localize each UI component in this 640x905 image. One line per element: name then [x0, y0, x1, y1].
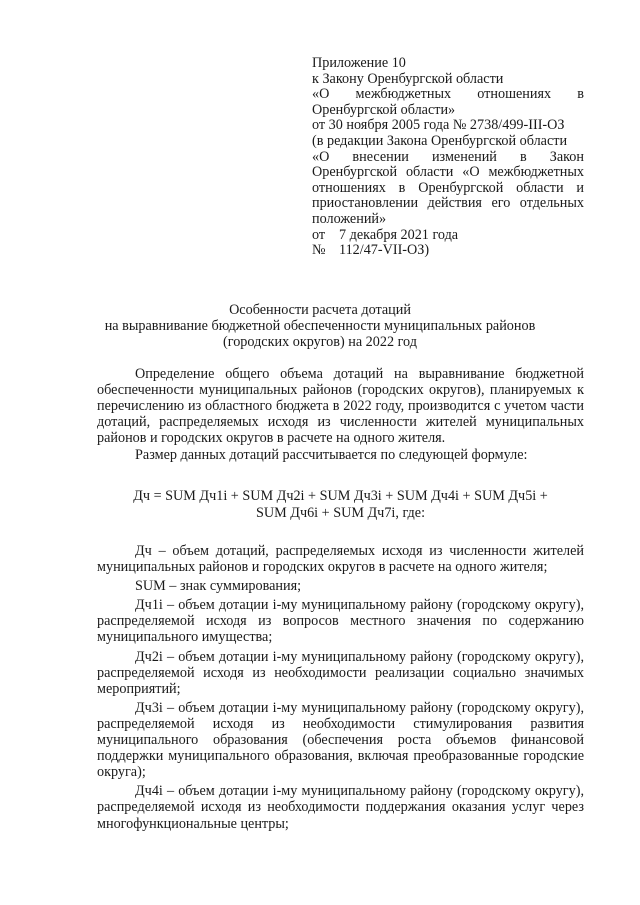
annex-date-prefix: от: [312, 226, 326, 243]
formula-line: Дч = SUM Дч1i + SUM Дч2i + SUM Дч3i + SUM Дч4i + SUM Дч5i +: [133, 488, 548, 504]
annex-date-value: 7 декабря 2021 года: [339, 226, 459, 243]
definition-item: Дч1i – объем дотации i-му муниципальному району (городскому округу), распределяемой исходя из вопросов местного значения по содержанию муниципального имущества;: [97, 597, 584, 646]
annex-number-line: [312, 243, 584, 259]
annex-line: положений»: [312, 210, 387, 227]
definition-item: Дч4i – объем дотации i-му муниципальному району (городскому округу), распределяемой исходя из необходимости поддержания оказания услуг через многофункциональные центры;: [97, 783, 584, 832]
annex-number-prefix: №: [312, 242, 326, 259]
annex-number-value: 112/47-VII-ОЗ): [339, 242, 430, 259]
intro-section: [97, 366, 584, 446]
title-line: на выравнивание бюджетной обеспеченности муниципальных районов: [104, 318, 536, 334]
document-title: [100, 302, 540, 350]
annex-line: от 30 ноября 2005 года № 2738/499-III-ОЗ: [312, 117, 565, 134]
definitions-list: [97, 543, 584, 835]
annex-line: «О внесении изменений в Закон: [312, 148, 584, 165]
definition-item: Дч – объем дотаций, распределяемых исходя из численности жителей муниципальных районов и городских округов в расчете на одного жителя;: [97, 543, 584, 576]
formula-intro: Размер данных дотаций рассчитывается по следующей формуле:: [135, 447, 528, 463]
annex-line: Оренбургской области «О межбюджетных: [312, 164, 584, 181]
intro-paragraph: Определение общего объема дотаций на выравнивание бюджетной обеспеченности муниципальных районов (городских округов), планируемых к перечислению из областного бюджета в 2022 году, производится с учетом части дотаций, распределяемых исходя из численности жителей муниципальных районов и городских округов в расчете на одного жителя.: [97, 366, 584, 447]
annex-date-line: [312, 228, 584, 244]
definition-item: SUM – знак суммирования;: [135, 578, 302, 595]
annex-line: к Закону Оренбургской области: [312, 70, 504, 87]
annex-line: Приложение 10: [312, 55, 406, 71]
formula: [97, 488, 584, 522]
definition-item: Дч3i – объем дотации i-му муниципальному району (городскому округу), распределяемой исходя из необходимости стимулирования развития муниципального образования (обеспечения роста объемов финансовой поддержки муниципального образования, включая преобразованные городские округа);: [97, 699, 584, 781]
annex-line: приостановлении действия его отдельных: [312, 195, 584, 212]
annex-header: [312, 56, 584, 259]
annex-line: отношениях в Оренбургской области и: [312, 179, 584, 196]
title-line: Особенности расчета дотаций: [229, 302, 411, 318]
title-line: (городских округов) на 2022 год: [223, 334, 417, 350]
formula-line: SUM Дч6i + SUM Дч7i, где:: [255, 505, 426, 521]
definition-item: Дч2i – объем дотации i-му муниципальному району (городскому округу), распределяемой исходя из необходимости реализации социально значимых мероприятий;: [97, 648, 584, 697]
annex-line: «О межбюджетных отношениях в: [312, 86, 584, 103]
annex-line: (в редакции Закона Оренбургской области: [312, 132, 568, 149]
annex-line: Оренбургской области»: [312, 101, 456, 118]
